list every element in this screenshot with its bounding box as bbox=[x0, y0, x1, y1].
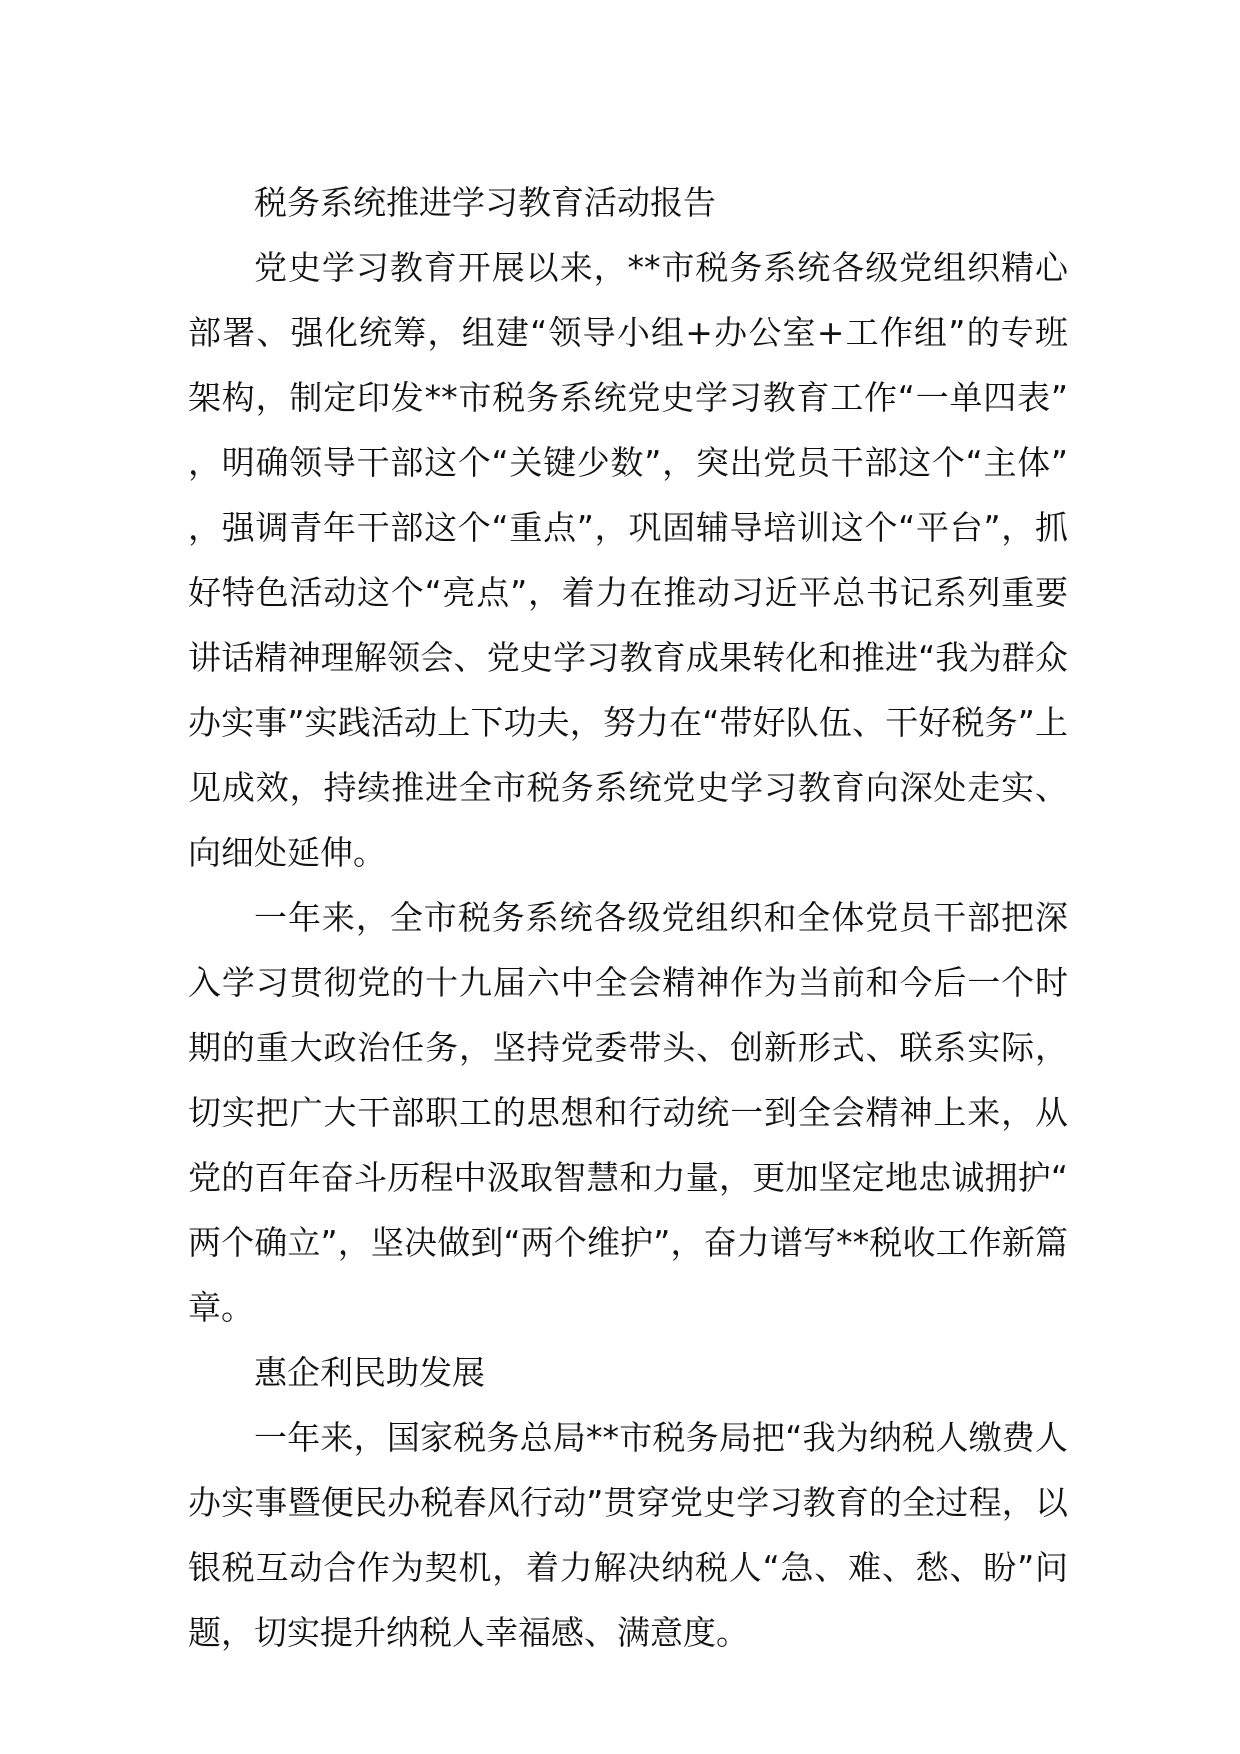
section-heading: 惠企利民助发展 bbox=[254, 1353, 485, 1392]
paragraph-intro: 党史学习教育开展以来，**市税务系统各级党组织精心部署、强化统筹，组建“领导小组+办公室+工作组”的专班架构，制定印发**市税务系统党史学习教育工作“一单四表”，明确领导干部这个“关键少数”，突出党员干部这个“主体”，强调青年干部这个“重点”，巩固辅导培训这个“平台”，抓好特色活动这个“亮点”，着力在推动习近平总书记系列重要讲话精神理解领会、党史学习教育成果转化和推进“我为群众办实事”实践活动上下功夫，努力在“带好队伍、干好税务”上见成效，持续推进全市税务系统党史学习教育向深处走实、向细处延伸。 bbox=[188, 248, 1068, 872]
paragraph-year-review: 一年来，全市税务系统各级党组织和全体党员干部把深入学习贯彻党的十九届六中全会精神作为当前和今后一个时期的重大政治任务，坚持党委带头、创新形式、联系实际，切实把广大干部职工的思想和行动统一到全会精神上来，从党的百年奋斗历程中汲取智慧和力量，更加坚定地忠诚拥护“两个确立”，坚决做到“两个维护”，奋力谱写**税收工作新篇章。 bbox=[188, 898, 1068, 1327]
document-title: 税务系统推进学习教育活动报告 bbox=[254, 183, 716, 222]
document-body bbox=[188, 170, 1068, 1665]
paragraph-section-body: 一年来，国家税务总局**市税务局把“我为纳税人缴费人办实事暨便民办税春风行动”贯穿党史学习教育的全过程，以银税互动合作为契机，着力解决纳税人“急、难、愁、盼”问题，切实提升纳税人幸福感、满意度。 bbox=[188, 1418, 1068, 1652]
